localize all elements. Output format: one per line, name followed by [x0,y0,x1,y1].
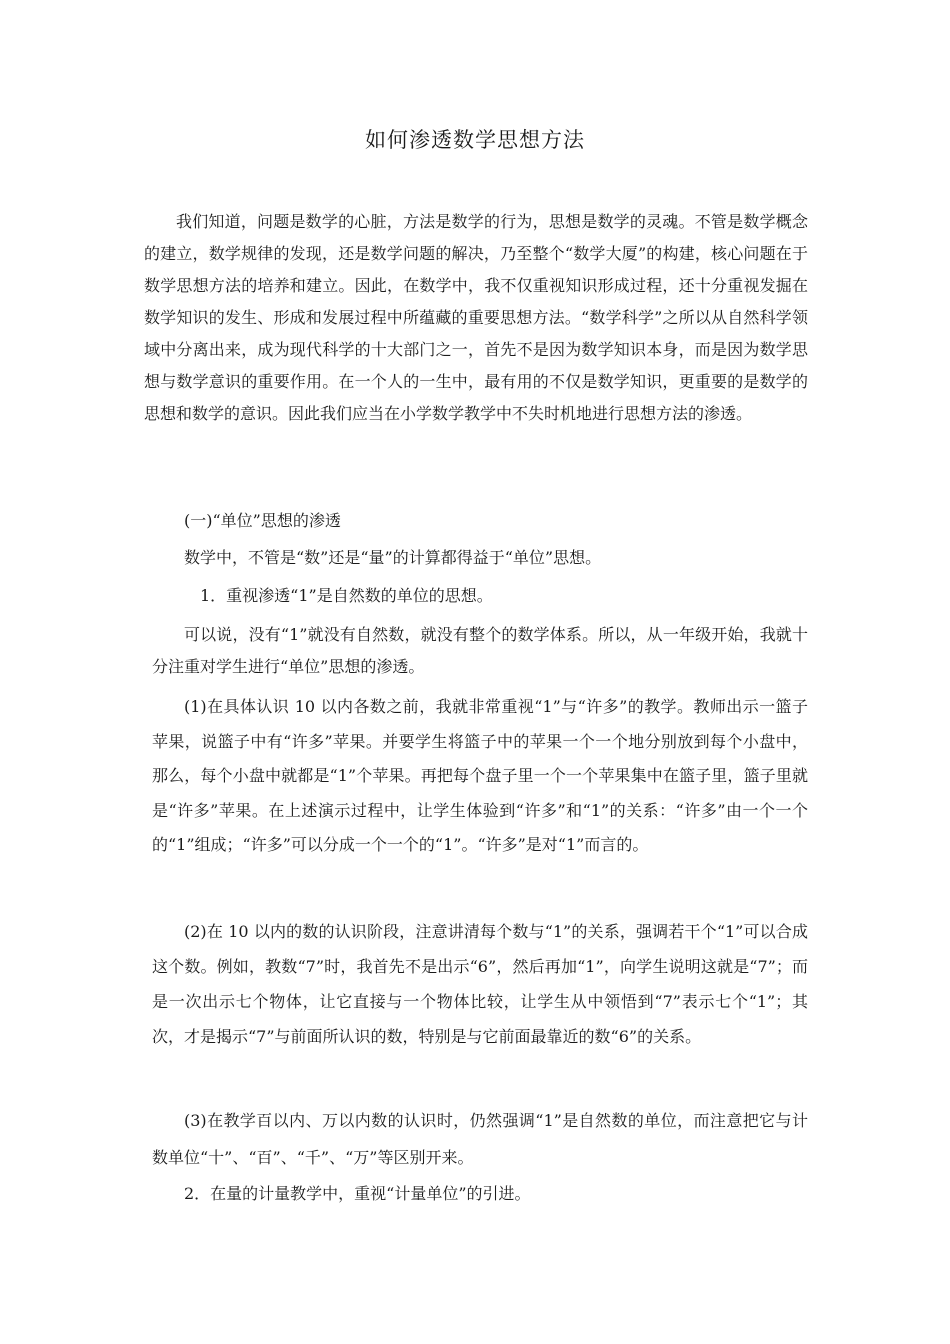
item-heading: 1．重视渗透“1”是自然数的单位的思想。 [200,586,493,605]
body-paragraph: (1)在具体认识 10 以内各数之前，我就非常重视“1”与“许多”的教学。教师出示一篮子苹果，说篮子中有“许多”苹果。并要学生将篮子中的苹果一个一个地分别放到每个小盘中，那么，每个小盘中就都是“1”个苹果。再把每个盘子里一个一个苹果集中在篮子里，篮子里就是“许多”苹果。在上述演示过程中，让学生体验到“许多”和“1”的关系：“许多”由一个一个的“1”组成；“许多”可以分成一个一个的“1”。“许多”是对“1”而言的。 [152,697,808,855]
item-heading: 2．在量的计量教学中，重视“计量单位”的引进。 [184,1184,531,1203]
intro-paragraph: 我们知道，问题是数学的心脏，方法是数学的行为，思想是数学的灵魂。不管是数学概念的建立，数学规律的发现，还是数学问题的解决，乃至整个“数学大厦”的构建，核心问题在于数学思想方法的培养和建立。因此，在数学中，我不仅重视知识形成过程，还十分重视发掘在数学知识的发生、形成和发展过程中所蕴藏的重要思想方法。“数学科学”之所以从自然科学领域中分离出来，成为现代科学的十大部门之一，首先不是因为数学知识本身，而是因为数学思想与数学意识的重要作用。在一个人的一生中，最有用的不仅是数学知识，更重要的是数学的思想和数学的意识。因此我们应当在小学数学教学中不失时机地进行思想方法的渗透。 [144,212,808,423]
document-title: 如何渗透数学思想方法 [365,128,585,152]
body-paragraph: (3)在教学百以内、万以内数的认识时，仍然强调“1”是自然数的单位，而注意把它与计数单位“十”、“百”、“千”、“万”等区别开来。 [152,1111,808,1167]
section-lead-paragraph: 数学中，不管是“数”还是“量”的计算都得益于“单位”思想。 [184,548,602,567]
body-paragraph: 可以说，没有“1”就没有自然数，就没有整个的数学体系。所以，从一年级开始，我就十分注重对学生进行“单位”思想的渗透。 [152,625,808,676]
section-heading: (一)“单位”思想的渗透 [184,511,341,530]
body-paragraph: (2)在 10 以内的数的认识阶段，注意讲清每个数与“1”的关系，强调若干个“1”可以合成这个数。例如，教数“7”时，我首先不是出示“6”，然后再加“1”，向学生说明这就是“7”；而是一次出示七个物体，让它直接与一个物体比较，让学生从中领悟到“7”表示七个“1”；其次，才是揭示“7”与前面所认识的数，特别是与它前面最靠近的数“6”的关系。 [152,922,808,1046]
